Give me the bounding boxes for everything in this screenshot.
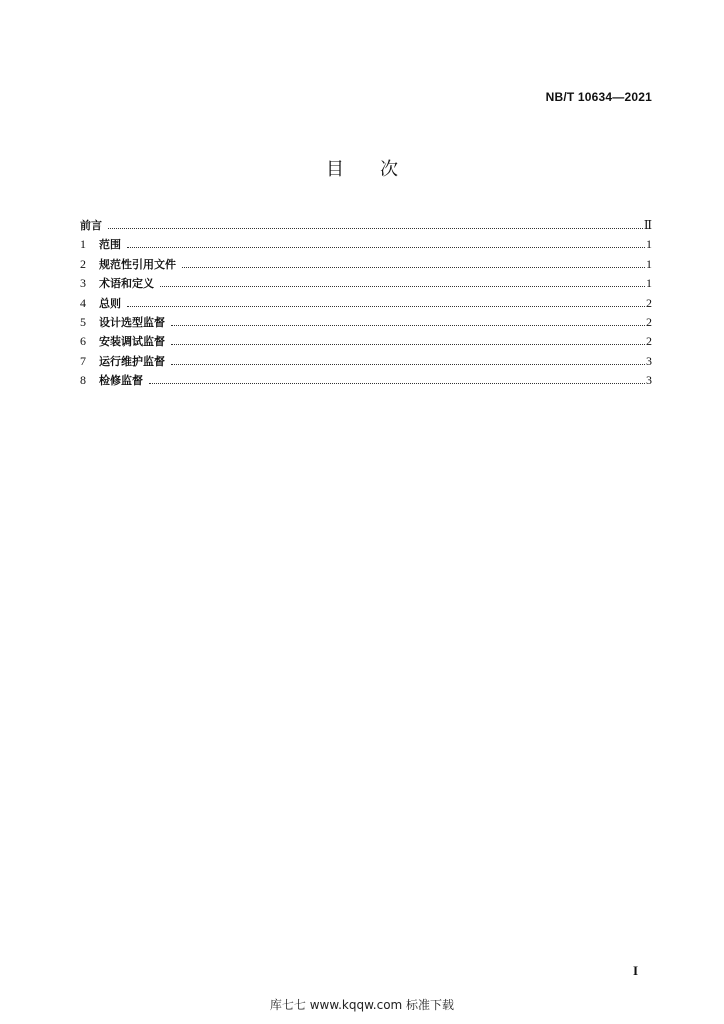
footer-watermark: 库七七 www.kqqw.com 标准下载 (269, 998, 455, 1012)
toc-entry-6[interactable] (80, 333, 652, 352)
page-number: I (632, 963, 638, 978)
toc-dot-leader (108, 228, 643, 229)
toc-entry-foreword[interactable] (80, 217, 652, 236)
toc-entry-8[interactable] (80, 372, 652, 391)
toc-entry-number: 3 (80, 276, 86, 291)
toc-dot-leader (127, 247, 645, 248)
toc-entry-number: 6 (80, 334, 86, 349)
toc-entry-number: 2 (80, 256, 86, 271)
toc-entry-number: 8 (80, 373, 86, 388)
toc-entry-page: 2 (646, 314, 652, 329)
toc-dot-leader (149, 383, 645, 384)
toc-entry-4[interactable] (80, 295, 652, 314)
toc-title (0, 155, 724, 181)
toc-entry-page: 2 (646, 334, 652, 349)
toc-entry-number: 5 (80, 314, 86, 329)
toc-entry-text: 术语和定义 (99, 277, 154, 291)
table-of-contents (80, 217, 652, 392)
toc-entry-page: 1 (646, 256, 652, 271)
toc-entry-text: 总则 (99, 296, 121, 310)
document-code: NB/T 10634—2021 (545, 90, 652, 104)
toc-title-part2: 次 (380, 159, 398, 180)
toc-entry-text: 设计选型监督 (99, 315, 165, 329)
toc-title-part1: 目 (326, 159, 344, 180)
toc-entry-text: 前言 (80, 219, 102, 232)
toc-entry-page: Ⅱ (643, 218, 652, 232)
toc-entry-2[interactable] (80, 256, 652, 275)
toc-dot-leader (171, 344, 645, 345)
toc-entry-text: 规范性引用文件 (99, 257, 176, 271)
toc-entry-7[interactable] (80, 353, 652, 372)
toc-entry-page: 2 (646, 295, 652, 310)
toc-entry-number: 4 (80, 295, 86, 310)
toc-entry-3[interactable] (80, 275, 652, 294)
toc-entry-5[interactable] (80, 314, 652, 333)
toc-dot-leader (171, 364, 645, 365)
toc-entry-page: 1 (646, 237, 652, 252)
toc-entry-number: 7 (80, 353, 86, 368)
toc-entry-text: 运行维护监督 (99, 354, 165, 368)
toc-dot-leader (160, 286, 645, 287)
toc-dot-leader (171, 325, 645, 326)
toc-entry-text: 范围 (99, 238, 121, 252)
toc-entry-text: 安装调试监督 (99, 335, 165, 349)
toc-entry-number: 1 (80, 237, 86, 252)
toc-dot-leader (127, 306, 645, 307)
toc-entry-page: 3 (646, 373, 652, 388)
toc-entry-1[interactable] (80, 236, 652, 255)
toc-entry-page: 1 (646, 276, 652, 291)
toc-entry-page: 3 (646, 353, 652, 368)
toc-entry-text: 检修监督 (99, 374, 143, 388)
toc-dot-leader (182, 267, 645, 268)
